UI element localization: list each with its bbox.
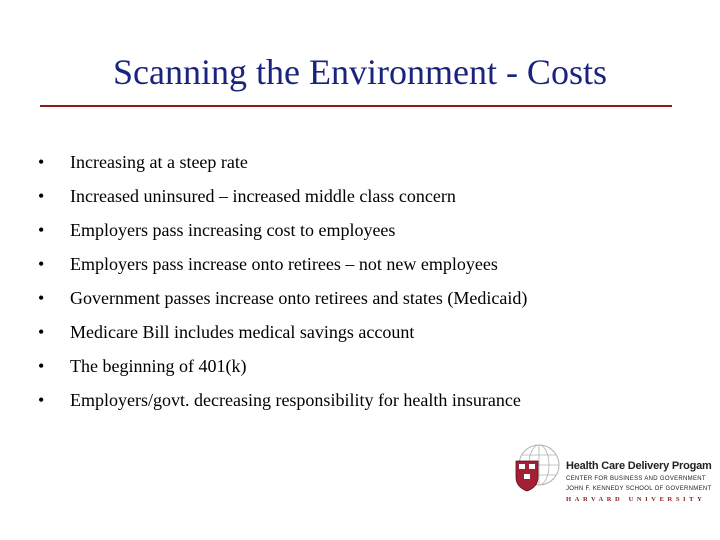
bullet-text: Increasing at a steep rate xyxy=(70,152,248,172)
bullet-dot: • xyxy=(38,288,45,308)
bullet-text: The beginning of 401(k) xyxy=(70,356,247,376)
title-divider xyxy=(40,105,672,107)
bullet-item xyxy=(38,388,527,422)
bullet-dot: • xyxy=(38,322,45,342)
bullet-dot: • xyxy=(38,220,45,240)
bullet-text: Medicare Bill includes medical savings account xyxy=(70,322,415,342)
bullet-text: Government passes increase onto retirees and states (Medicaid) xyxy=(70,288,528,308)
bullet-text: Employers pass increase onto retirees – not new employees xyxy=(70,254,498,274)
bullet-text: Employers pass increasing cost to employees xyxy=(70,220,396,240)
bullet-item xyxy=(38,218,527,252)
bullet-text: Increased uninsured – increased middle class concern xyxy=(70,186,456,206)
bullet-item xyxy=(38,354,527,388)
logo-center-name: CENTER FOR BUSINESS AND GOVERNMENT xyxy=(566,476,706,482)
bullet-item xyxy=(38,252,527,286)
bullet-dot: • xyxy=(38,254,45,274)
logo-text xyxy=(566,460,712,503)
bullet-list xyxy=(38,150,527,422)
bullet-dot: • xyxy=(38,152,45,172)
bullet-text: Employers/govt. decreasing responsibility for health insurance xyxy=(70,390,521,410)
bullet-dot: • xyxy=(38,356,45,376)
bullet-item xyxy=(38,184,527,218)
slide-title: Scanning the Environment - Costs xyxy=(113,52,607,92)
bullet-item xyxy=(38,286,527,320)
bullet-item xyxy=(38,150,527,184)
bullet-dot: • xyxy=(38,186,45,206)
bullet-dot: • xyxy=(38,390,45,410)
logo-school-name: JOHN F. KENNEDY SCHOOL OF GOVERNMENT xyxy=(566,486,712,492)
logo-university-name: HARVARD UNIVERSITY xyxy=(566,496,706,503)
bullet-item xyxy=(38,320,527,354)
logo-program-name: Health Care Delivery Progam xyxy=(566,460,712,472)
harvard-shield-icon xyxy=(516,461,538,491)
